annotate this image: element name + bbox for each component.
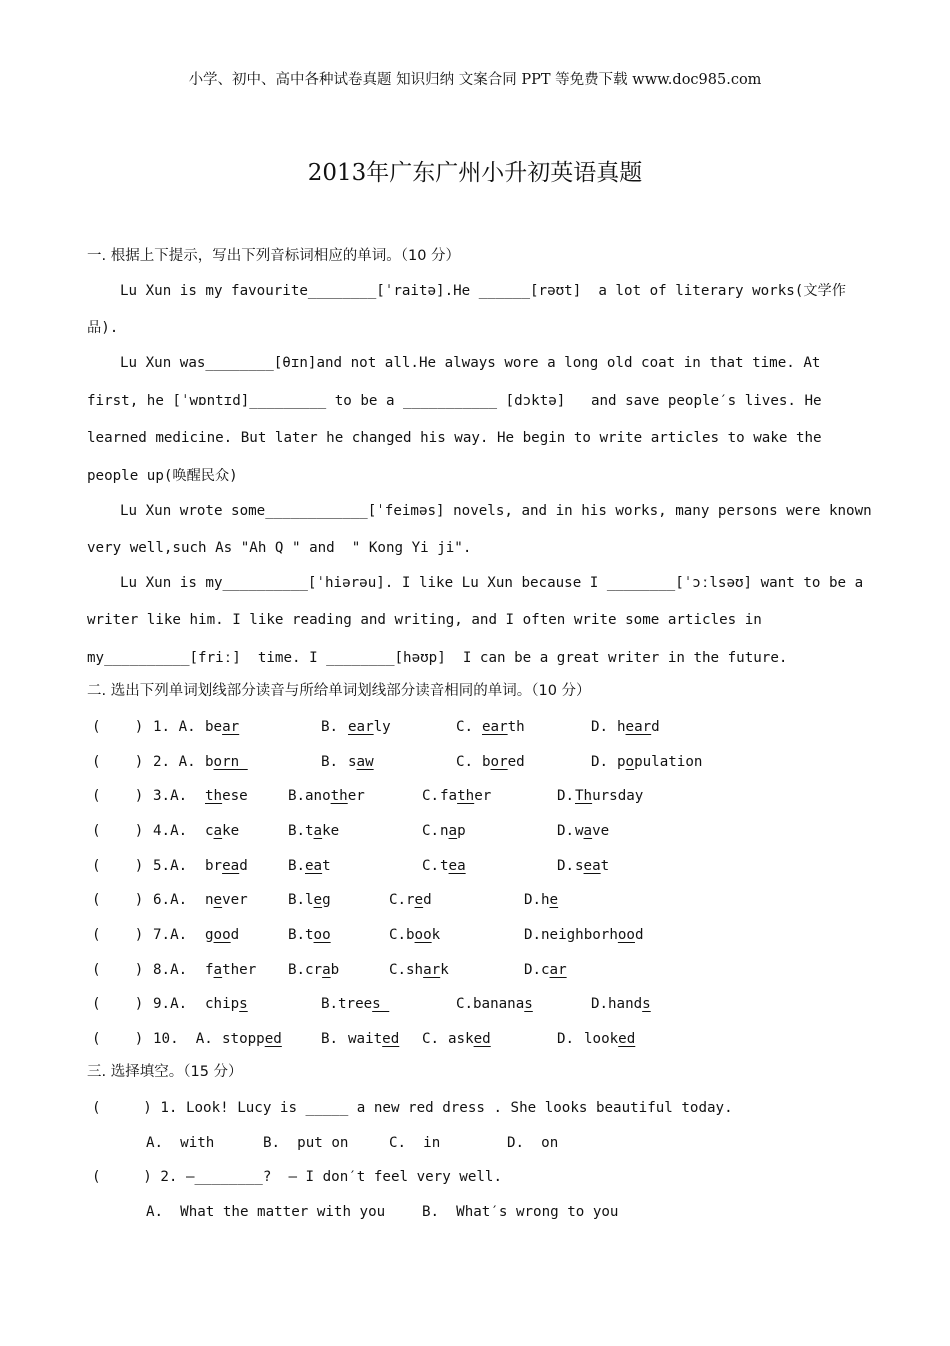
option-word [617,717,660,737]
option-word [473,994,533,1014]
option-word [575,856,609,876]
word-part: t [322,858,331,874]
word-part: br [205,858,223,874]
question-number: 4.A. [153,823,188,839]
word-part: d [239,858,248,874]
option-label: D. [557,788,575,804]
underlined-sound: or [490,754,508,770]
underlined-sound: e [213,892,223,908]
option-word [205,890,248,910]
option-word [205,821,239,841]
option-label: D. [524,927,542,943]
option-word [406,890,432,910]
option-c: C. in [389,1135,441,1151]
word-part: be [205,719,223,735]
option-label: D. [591,996,609,1012]
underlined-sound: th [457,788,475,804]
underlined-sound: Th [575,788,593,804]
question-number: 10. A. [153,1031,213,1047]
section-3-heading: 三. 选择填空。（15 分） [87,1064,243,1080]
option-label: D. [557,1031,575,1047]
option-word [205,856,248,876]
underlined-sound: ed [473,1031,491,1047]
option-label: D. [591,754,609,770]
option-word [406,925,440,945]
underlined-sound: ar [222,719,240,735]
answer-paren[interactable]: ( ) [92,858,144,874]
word-part: pulation [634,754,703,770]
word-part: d [423,892,432,908]
word-part: b [330,962,340,978]
passage-line: Lu Xun wrote some____________[ˈfeiməs] novels, and in his works, many persons were known [120,503,872,519]
option-word [617,752,702,772]
word-part: look [584,1031,619,1047]
underlined-sound: a [313,823,323,839]
word-part: fa [440,788,458,804]
option-word [482,717,525,737]
option-word [348,717,391,737]
option-label: B. [288,927,306,943]
option-word [541,925,644,945]
option-word [222,1029,282,1049]
underlined-sound: o [625,754,635,770]
option-word [305,890,331,910]
underlined-sound: ed [618,1031,636,1047]
word-part: g [205,927,214,943]
passage-line: my__________[friː] time. I ________[həʊp] I can be a great writer in the future. [87,650,788,666]
word-part: p [617,754,626,770]
underlined-sound: ea [222,858,240,874]
option-label: C. [456,754,474,770]
word-part: t [305,927,314,943]
option-word [448,1029,491,1049]
word-part: ed [507,754,525,770]
question-number: 7.A. [153,927,188,943]
word-part: h [617,719,626,735]
passage-line: very well,such As "Ah Q " and " Kong Yi ji". [87,540,472,556]
option-word [541,890,558,910]
underlined-sound: ar [549,962,567,978]
word-part: wait [348,1031,383,1047]
answer-paren[interactable]: ( ) [92,788,144,804]
option-word [440,786,491,806]
option-word [440,856,466,876]
word-part: sh [406,962,424,978]
word-part: ther [222,962,257,978]
word-part: ano [305,788,331,804]
passage-line: Lu Xun is my__________[ˈhiərəu]. I like Lu Xun because I ________[ˈɔːlsəʊ] want to be a [120,575,864,591]
underlined-sound: orn [213,754,248,770]
option-label: B. [321,719,339,735]
word-part: n [205,892,214,908]
word-part: chip [205,996,240,1012]
option-word [348,752,374,772]
option-word [482,752,525,772]
word-part: tree [338,996,373,1012]
option-label: C. [422,1031,440,1047]
answer-paren[interactable]: ( ) [92,962,144,978]
page-title: 2013年广东广州小升初英语真题 [307,160,643,186]
question-number: 3.A. [153,788,188,804]
word-part: d [230,927,240,943]
option-word [305,856,331,876]
option-word [338,994,389,1014]
option-label: C. [389,892,407,908]
underlined-sound: s [239,996,248,1012]
underlined-sound: e [549,892,559,908]
option-word [584,1029,635,1049]
word-part: k [431,927,441,943]
option-word [608,994,651,1014]
word-part: ese [222,788,248,804]
underlined-sound: th [330,788,348,804]
option-word [205,717,239,737]
answer-paren[interactable]: ( ) [92,719,144,735]
option-word [205,752,248,772]
word-part: er [474,788,492,804]
passage-line: first, he [ˈwɒntɪd]_________ to be a ___________ [dɔktə] and save people′s lives. He [87,393,822,409]
option-label: B. [288,962,306,978]
word-part: banana [473,996,525,1012]
option-word [305,821,339,841]
option-word [205,925,239,945]
underlined-sound: ed [264,1031,282,1047]
question-number: 6.A. [153,892,188,908]
question-number: 2. A. [153,754,196,770]
option-b: B. put on [263,1135,349,1151]
underlined-sound: oo [313,927,331,943]
passage-line: learned medicine. But later he changed his way. He begin to write articles to wake the [87,430,822,446]
word-part: c [541,962,550,978]
word-part: d [634,927,644,943]
passage-line: Lu Xun was________[θɪn]and not all.He always wore a long old coat in that time. At [120,355,821,371]
underlined-sound: oo [213,927,231,943]
option-word [205,994,248,1014]
option-word [305,925,331,945]
word-part: w [575,823,584,839]
option-label: C. [456,719,474,735]
option-word [575,821,609,841]
underlined-sound: e [414,892,424,908]
word-part: s [575,858,584,874]
option-label: D. [524,892,542,908]
word-part: d [651,719,660,735]
underlined-sound: th [205,788,223,804]
word-part: s [348,754,357,770]
underlined-sound: s [524,996,533,1012]
question-number: 9.A. [153,996,188,1012]
word-part: ve [592,823,610,839]
passage-line: people up(唤醒民众) [87,468,238,484]
option-d: D. on [507,1135,559,1151]
underlined-sound: oo [617,927,635,943]
option-label: C. [389,962,407,978]
underlined-sound: ear [348,719,374,735]
underlined-sound: a [213,962,223,978]
underlined-sound: a [322,962,331,978]
section-2-heading: 二. 选出下列单词划线部分读音与所给单词划线部分读音相同的单词。（10 分） [87,683,591,699]
underlined-sound: oo [414,927,432,943]
word-part: b [406,927,415,943]
option-word [541,960,567,980]
word-part: p [457,823,466,839]
word-part: t [440,858,449,874]
option-label: B. [288,858,306,874]
passage-line: 品). [87,320,119,336]
option-word [205,786,248,806]
word-part: t [305,823,314,839]
option-label: B. [321,754,339,770]
option-word [440,821,466,841]
option-label: C. [422,823,440,839]
option-word [575,786,643,806]
option-word [348,1029,399,1049]
word-part: g [322,892,331,908]
word-part: t [600,858,610,874]
underlined-sound: a [448,823,458,839]
word-part: k [440,962,449,978]
site-header: 小学、初中、高中各种试卷真题 知识归纳 文案合同 PPT 等免费下载 www.doc985.com [188,72,762,88]
underlined-sound: ea [448,858,466,874]
option-label: B. [288,823,306,839]
option-word [406,960,449,980]
word-part: h [541,892,550,908]
word-part: ke [322,823,340,839]
underlined-sound: s [642,996,651,1012]
underlined-sound: ed [382,1031,400,1047]
word-part: c [205,823,214,839]
option-label: C. [422,788,440,804]
answer-paren[interactable]: ( ) [92,754,144,770]
question-number: 8.A. [153,962,188,978]
underlined-sound: a [213,823,223,839]
word-part: neighborh [541,927,618,943]
option-label: D. [557,858,575,874]
option-b: B. What′s wrong to you [422,1204,619,1220]
word-part: b [482,754,491,770]
passage-line: Lu Xun is my favourite________[ˈraitə].He ______[rəʊt] a lot of literary works(文学作 [120,283,846,299]
option-a: A. with [146,1135,215,1151]
word-part: l [305,892,314,908]
option-label: D. [557,823,575,839]
option-word [305,786,365,806]
answer-paren[interactable]: ( ) [92,927,144,943]
underlined-sound: s [372,996,390,1012]
word-part: b [205,754,214,770]
word-part: f [205,962,214,978]
underlined-sound: ea [583,858,601,874]
word-part: th [507,719,525,735]
option-label: C. [389,927,407,943]
word-part: ask [448,1031,474,1047]
section-1-heading: 一. 根据上下提示，写出下列音标词相应的单词。（10 分） [87,248,461,264]
underlined-sound: ear [625,719,652,735]
word-part: er [347,788,365,804]
answer-paren[interactable]: ( ) [92,892,144,908]
option-label: D. [524,962,542,978]
word-part: cr [305,962,323,978]
underlined-sound: ea [305,858,323,874]
option-label: C. [422,858,440,874]
underlined-sound: ear [482,719,508,735]
option-label: B. [288,892,306,908]
option-a: A. What the matter with you [146,1204,386,1220]
underlined-sound: a [583,823,593,839]
option-label: B. [321,996,339,1012]
underlined-sound: e [313,892,323,908]
answer-paren[interactable]: ( ) [92,823,144,839]
word-part: stopp [222,1031,265,1047]
option-label: D. [591,719,609,735]
passage-line: writer like him. I like reading and writing, and I often write some articles in [87,612,762,628]
underlined-sound: ar [423,962,441,978]
word-part: ursday [592,788,644,804]
option-word [305,960,339,980]
question-number: 1. A. [153,719,196,735]
question-number: 5.A. [153,858,188,874]
word-part: n [440,823,449,839]
question-1: ( ) 1. Look! Lucy is _____ a new red dress . She looks beautiful today. [92,1100,733,1116]
word-part: ly [373,719,391,735]
word-part: ke [222,823,240,839]
answer-paren[interactable]: ( ) [92,996,144,1012]
underlined-sound: aw [356,754,374,770]
word-part: r [406,892,415,908]
option-label: B. [321,1031,339,1047]
answer-paren[interactable]: ( ) [92,1031,144,1047]
option-word [205,960,256,980]
word-part: hand [608,996,643,1012]
option-label: B. [288,788,306,804]
question-2: ( ) 2. —________? — I don′t feel very well. [92,1169,502,1185]
option-label: C. [456,996,474,1012]
word-part: ver [222,892,248,908]
